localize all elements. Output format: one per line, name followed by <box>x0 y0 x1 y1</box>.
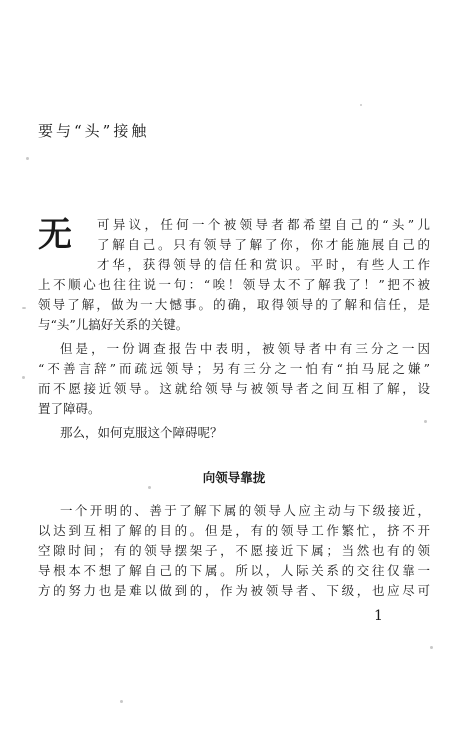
section-heading: 向领导靠拢 <box>202 470 266 485</box>
scan-speck <box>22 307 26 309</box>
scan-speck <box>360 104 362 106</box>
text-line: 一个开明的、善于了解下属的领导人应主动与下级接近， <box>60 503 430 518</box>
text-line: 领导了解，做为一大憾事。的确，取得领导的了解和信任，是 <box>38 297 430 312</box>
page-number: 1 <box>374 608 383 624</box>
text-line: 空隙时间；有的领导摆架子，不愿接近下属；当然也有的领 <box>38 543 430 558</box>
scan-speck <box>26 157 29 160</box>
drop-cap: 无 <box>38 215 72 255</box>
text-line: 导根本不想了解自己的下属。所以，人际关系的交往仅靠一 <box>38 563 430 578</box>
text-line: 而不愿接近领导。这就给领导与被领导者之间互相了解，设 <box>38 381 430 396</box>
text-line: 置了障碍。 <box>38 401 101 416</box>
text-line: 方的努力也是难以做到的，作为被领导者、下级，也应尽可 <box>38 583 430 598</box>
text-line: 了解自己。只有领导了解了你，你才能施展自己的 <box>97 237 430 252</box>
text-line: 但是，一份调查报告中表明，被领导者中有三分之一因 <box>60 341 430 356</box>
text-line: “不善言辞”而疏远领导；另有三分之一怕有“拍马屁之嫌” <box>38 361 430 376</box>
scan-speck <box>22 376 25 379</box>
text-line: 上不顺心也往往说一句：“唉！领导太不了解我了！”把不被 <box>38 277 430 292</box>
scan-speck <box>148 486 151 489</box>
text-line: 那么，如何克服这个障碍呢？ <box>60 425 223 440</box>
text-line: 才华，获得领导的信任和赏识。平时，有些人工作 <box>97 257 430 272</box>
scan-speck <box>120 700 123 703</box>
page-title: 要与“头”接触 <box>38 122 150 140</box>
scan-speck <box>424 420 427 423</box>
text-line: 与“头”儿搞好关系的关键。 <box>38 317 189 332</box>
scan-speck <box>430 646 433 649</box>
text-line: 以达到互相了解的目的。但是，有的领导工作繁忙，挤不开 <box>38 523 430 538</box>
text-line: 可异议，任何一个被领导者都希望自己的“头”儿 <box>97 217 430 232</box>
